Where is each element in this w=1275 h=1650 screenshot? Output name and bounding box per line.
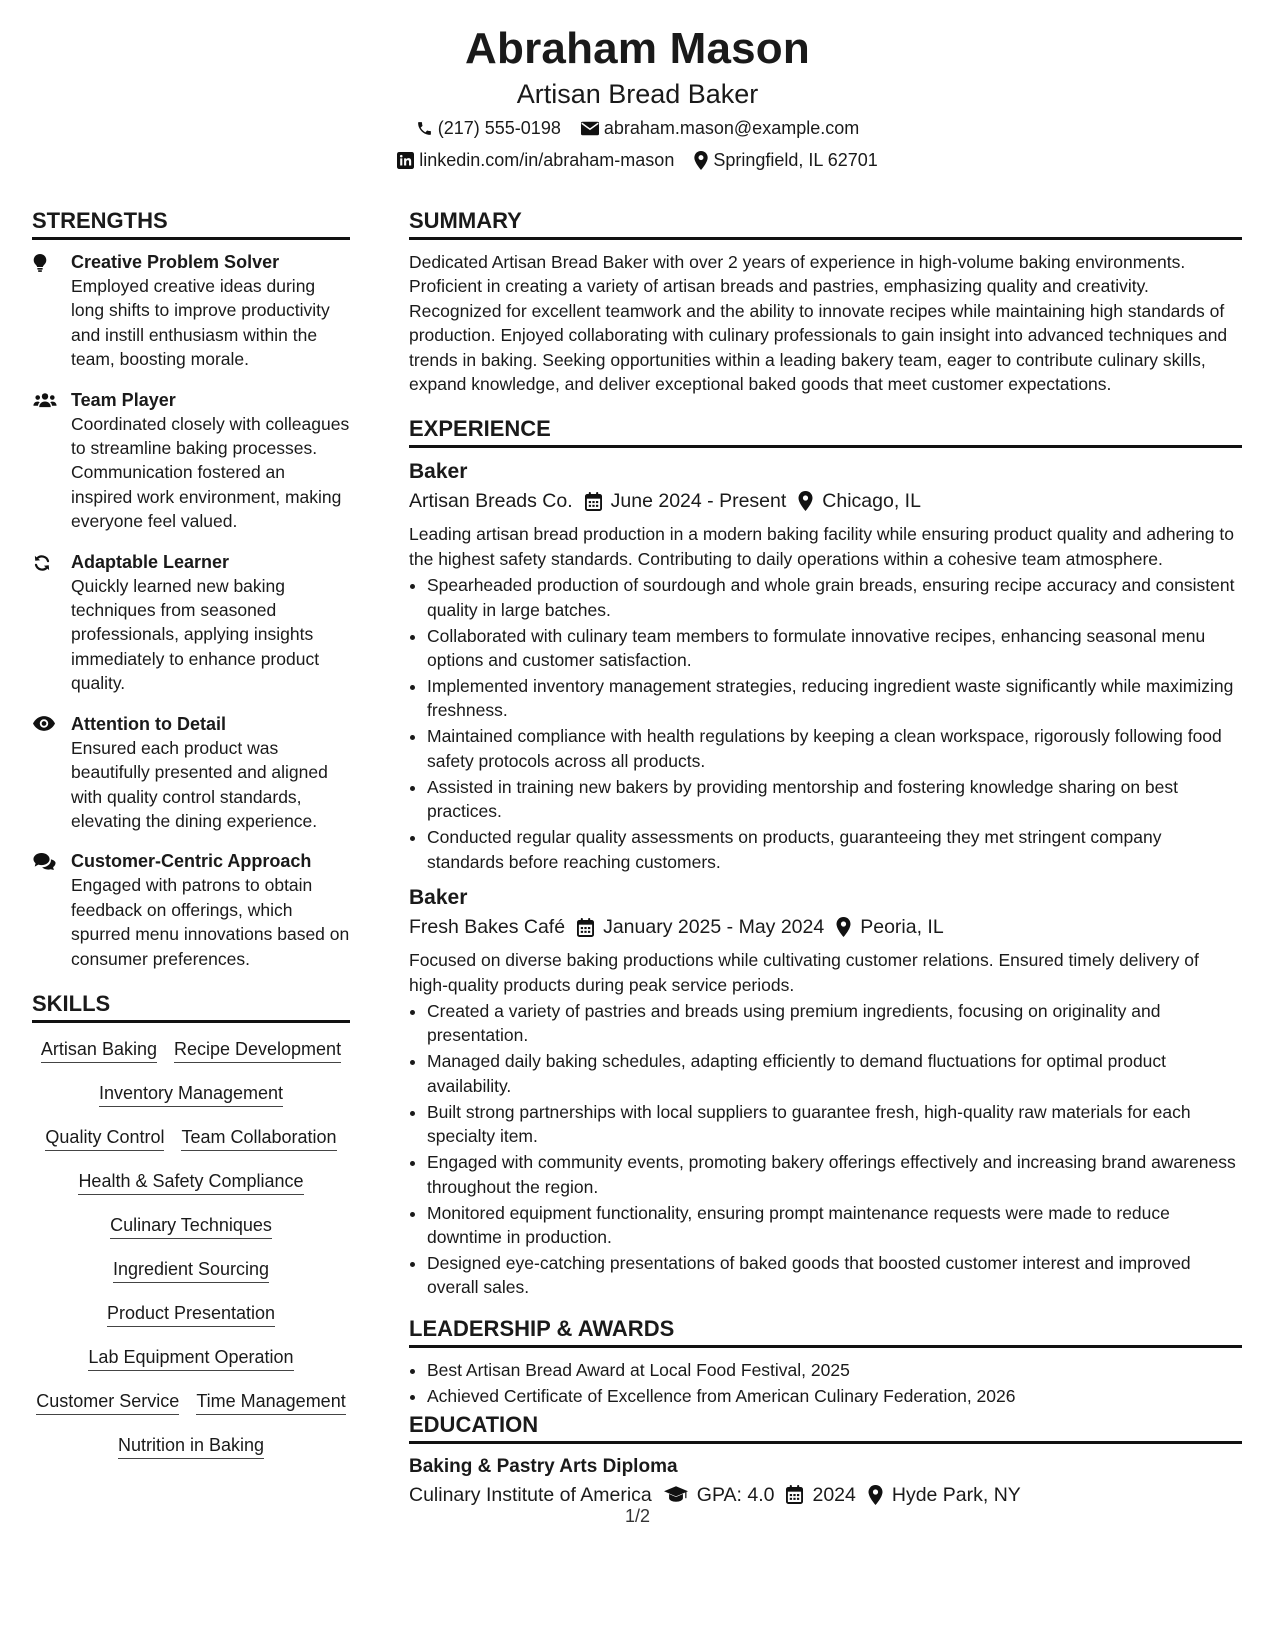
job-bullet: • Conducted regular quality assessments on products, guaranteeing they met stringent company standards before reaching customers. <box>427 825 1242 874</box>
job-bullet: • Spearheaded production of sourdough and whole grain breads, ensuring recipe accuracy and consistent quality in large batches. <box>427 573 1242 622</box>
experience-heading: EXPERIENCE <box>409 414 1242 448</box>
candidate-name: Abraham Mason <box>465 24 810 73</box>
education-degree: Baking & Pastry Arts Diploma <box>409 1455 678 1477</box>
linkedin-text: linkedin.com/in/abraham-mason <box>419 150 675 170</box>
job-description: Focused on diverse baking productions while cultivating customer relations. Ensured timely delivery of high-quality products during peak service periods. <box>409 950 1199 995</box>
strength-desc: Engaged with patrons to obtain feedback on offerings, which spurred menu innovations based on consumer preferences. <box>71 875 350 969</box>
users-icon <box>32 388 71 534</box>
job-bullet: • Monitored equipment functionality, ensuring prompt maintenance requests were made to reduce downtime in production. <box>427 1201 1242 1250</box>
strength-title: Attention to Detail <box>71 713 226 734</box>
strength-item <box>32 849 350 971</box>
graduation-cap-icon <box>664 1486 688 1503</box>
job-description: Leading artisan bread production in a modern baking facility while ensuring product quality and adhering to the highest safety standards. Contributing to daily operations within a cohesive team atmosphere. <box>409 524 1234 569</box>
job-meta <box>409 912 1242 942</box>
phone-text: (217) 555-0198 <box>437 118 561 138</box>
job-meta <box>409 486 1242 516</box>
education-year-text: 2024 <box>812 1483 856 1506</box>
job-company: Fresh Bakes Café <box>409 916 566 939</box>
strength-desc: Employed creative ideas during long shifts to improve productivity and instill enthusiasm within the team, boosting morale. <box>71 276 330 370</box>
skill-tag: Lab Equipment Operation <box>88 1345 293 1371</box>
skills-list <box>32 1033 350 1459</box>
strength-item <box>32 388 350 534</box>
contact-row-1 <box>0 114 1275 142</box>
linkedin-icon <box>397 152 414 169</box>
skill-tag: Nutrition in Baking <box>118 1433 264 1459</box>
lightbulb-icon <box>32 250 71 372</box>
calendar-icon <box>585 492 602 511</box>
skill-tag: Inventory Management <box>99 1081 283 1107</box>
job-bullets <box>409 573 1242 874</box>
strength-desc: Ensured each product was beautifully presented and aligned with quality control standards, elevating the dining experience. <box>71 737 328 831</box>
strength-item <box>32 712 350 834</box>
strengths-heading: STRENGTHS <box>32 206 350 240</box>
contact-email <box>581 114 859 142</box>
contact-row-2 <box>0 146 1275 174</box>
job-bullet: • Designed eye-catching presentations of baked goods that boosted customer interest and improved overall sales. <box>427 1251 1242 1300</box>
job-bullet: • Built strong partnerships with local suppliers to guarantee fresh, high-quality raw materials for each specialty item. <box>427 1100 1242 1149</box>
skill-tag: Product Presentation <box>107 1301 275 1327</box>
job-bullet: • Maintained compliance with health regulations by keeping a clean workspace, rigorously following food safety protocols across all products. <box>427 724 1242 773</box>
eye-icon <box>32 712 71 834</box>
summary-text: Dedicated Artisan Bread Baker with over 2 years of experience in high-volume baking environments. Proficient in creating a variety of artisan breads and pastries, emphasizing quality and creativity. Recognized for excellent teamwork and the ability to innovate recipes while maintaining high standards of production. Enjoyed collaborating with culinary professionals to gain insight into advanced techniques and trends in baking. Seeking opportunities within a leading bakery team, eager to contribute culinary skills, expand knowledge, and deliver exceptional baked goods that meet customer expectations. <box>409 252 1228 395</box>
map-marker-icon <box>868 1485 883 1505</box>
job-entry <box>409 458 1242 874</box>
comments-icon <box>32 849 71 971</box>
job-entry <box>409 884 1242 1300</box>
job-bullet: • Created a variety of pastries and breads using premium ingredients, focusing on originality and presentation. <box>427 999 1242 1048</box>
job-location <box>798 486 921 516</box>
education-location-text: Hyde Park, NY <box>891 1483 1021 1506</box>
job-dates-text: January 2025 - May 2024 <box>603 916 825 939</box>
strength-title: Team Player <box>71 389 176 410</box>
strength-title: Adaptable Learner <box>71 551 230 572</box>
summary-heading: SUMMARY <box>409 206 1242 240</box>
map-marker-icon <box>836 917 851 937</box>
awards-list <box>409 1358 1242 1408</box>
location-text: Springfield, IL 62701 <box>713 150 878 170</box>
left-column <box>32 206 350 1516</box>
job-bullet: • Implemented inventory management strategies, reducing ingredient waste significantly while maximizing freshness. <box>427 674 1242 723</box>
job-title: Baker <box>409 460 468 484</box>
strength-item <box>32 250 350 372</box>
job-dates <box>585 486 787 516</box>
resume-body <box>32 206 1242 1516</box>
award-item: • Achieved Certificate of Excellence from American Culinary Federation, 2026 <box>427 1384 1242 1408</box>
skill-tag: Customer Service <box>36 1389 179 1415</box>
skills-heading: SKILLS <box>32 989 350 1023</box>
right-column <box>409 206 1242 1516</box>
award-item: • Best Artisan Bread Award at Local Food Festival, 2025 <box>427 1358 1242 1382</box>
job-location <box>836 912 943 942</box>
strength-desc: Quickly learned new baking techniques from seasoned professionals, applying insights immediately to enhance product quality. <box>71 575 320 694</box>
awards-heading: LEADERSHIP & AWARDS <box>409 1314 1242 1348</box>
map-marker-icon <box>798 491 813 511</box>
email-text: abraham.mason@example.com <box>603 118 860 138</box>
skill-tag: Culinary Techniques <box>110 1213 272 1239</box>
strength-title: Creative Problem Solver <box>71 252 280 272</box>
strength-item <box>32 550 350 696</box>
job-location-text: Peoria, IL <box>860 916 944 939</box>
resume-header <box>0 0 1275 174</box>
calendar-icon <box>577 918 594 937</box>
job-dates <box>577 912 824 942</box>
contact-linkedin <box>397 146 674 174</box>
job-bullet: • Collaborated with culinary team members to formulate innovative recipes, enhancing seasonal menu options and customer satisfaction. <box>427 624 1242 673</box>
skill-tag: Time Management <box>196 1389 345 1415</box>
contact-location <box>694 146 877 174</box>
education-heading: EDUCATION <box>409 1410 1242 1444</box>
education-gpa-text: GPA: 4.0 <box>696 1483 775 1506</box>
contact-phone <box>416 114 561 142</box>
education-school: Culinary Institute of America <box>409 1483 652 1506</box>
job-bullet: • Engaged with community events, promoting bakery offerings effectively and increasing brand awareness throughout the region. <box>427 1150 1242 1199</box>
skill-tag: Quality Control <box>45 1125 164 1151</box>
skill-tag: Recipe Development <box>174 1037 341 1063</box>
job-bullet: • Assisted in training new bakers by providing mentorship and fostering knowledge sharing on best practices. <box>427 775 1242 824</box>
job-dates-text: June 2024 - Present <box>610 490 787 513</box>
phone-icon <box>416 120 433 137</box>
page-number: 1/2 <box>624 1506 651 1526</box>
skill-tag: Ingredient Sourcing <box>113 1257 269 1283</box>
job-bullets <box>409 999 1242 1300</box>
job-title: Baker <box>409 886 468 910</box>
strength-title: Customer-Centric Approach <box>71 851 312 872</box>
skill-tag: Health & Safety Compliance <box>78 1169 303 1195</box>
skill-tag: Team Collaboration <box>181 1125 336 1151</box>
job-company: Artisan Breads Co. <box>409 490 573 513</box>
envelope-icon <box>581 121 599 136</box>
skill-tag: Artisan Baking <box>41 1037 157 1063</box>
strength-desc: Coordinated closely with colleagues to streamline baking processes. Communication fostered an inspired work environment, making everyone feel valued. <box>71 413 350 532</box>
calendar-icon <box>786 1485 803 1504</box>
map-marker-icon <box>694 151 708 170</box>
candidate-role: Artisan Bread Baker <box>516 79 759 109</box>
sync-icon <box>32 550 71 696</box>
job-location-text: Chicago, IL <box>822 490 921 513</box>
job-bullet: • Managed daily baking schedules, adapting efficiently to demand fluctuations for optimal product availability. <box>427 1049 1242 1098</box>
